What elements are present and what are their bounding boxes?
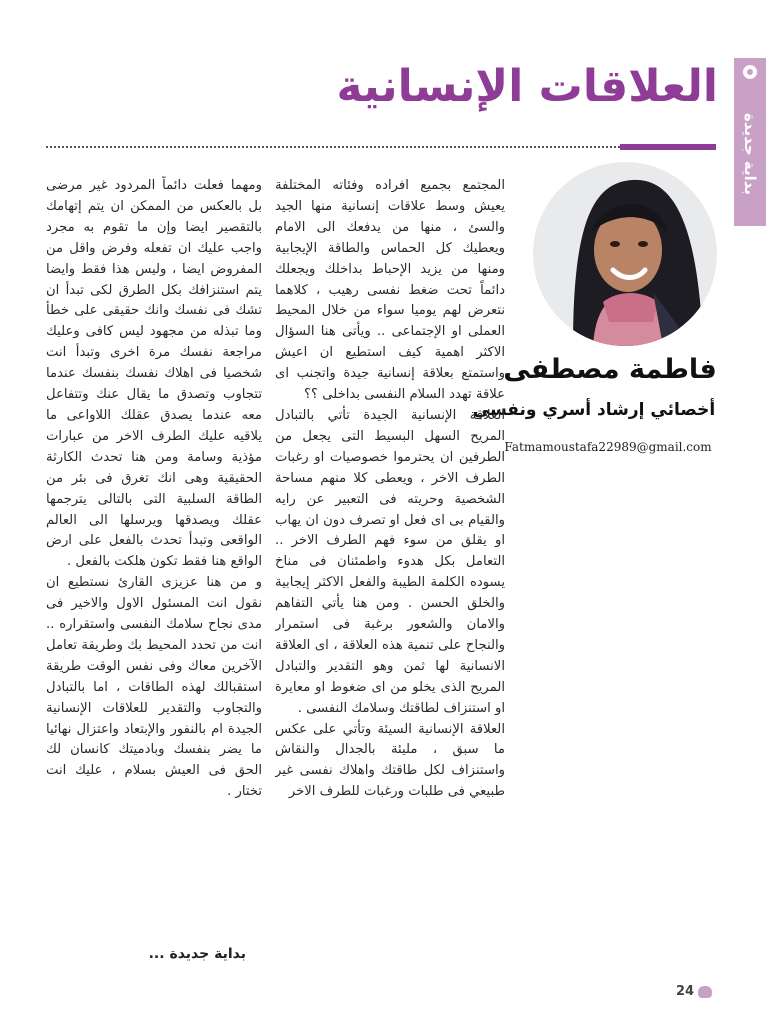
title-divider: [46, 146, 716, 148]
article-title: العلاقات الإنسانية: [336, 61, 718, 112]
paragraph: العلاقة الإنسانية السيئة وتأتي على عكس ما سبق ، مليئة بالجدال والنقاش واستنزاف لكل طاقتك واهلاك نفسى غير طبيعي فى طلبات ورغبات للطرف الاخر: [275, 721, 505, 800]
eye-icon: [698, 986, 712, 998]
author-photo: [533, 162, 717, 346]
title-accent-bar: [620, 144, 716, 150]
paragraph: ومهما فعلت دائماً المردود غير مرضى بل بالعكس من الممكن ان يتم إتهامك بالتقصير ايضا وإن ما تقوم به مجرد واجب عليك ان تفعله وفرض واقل من المفروض ايضا ، وليس هذا فقط وايضا يتم استنزافك بكل الطرق لكى تبدأ ان تشك فى نفسك وانك حقيقى على خطأ وما تبذله من مجهود ليس كافى وعليك مراجعة نفسك مرة اخرى وتبدأ انت شخصيا فى اهلاك نفسك بنفسك عندما تتجاوب وتصدق ما يقال عنك وتتفاعل معه عندما يصدق عقلك اللاواعى ما يلاقيه عليك الطرف الاخر من عبارات مؤذية وسامة ومن هنا تحدث الكارثة الحقيقية وهى انك تغرق فى بئر من الطاقة السلبية التى بالتالى يترجمها عقلك ويصدقها ويرسلها الى العالم الواقعى وتبدأ تحدث بالفعل على ارض الواقع هنا فقط تكون هلكت بالفعل .: [46, 178, 262, 570]
section-tab: [734, 58, 766, 226]
author-role: أخصائي إرشاد أسري ونفسي: [472, 400, 716, 420]
paragraph: و من هنا عزيزى القارئ نستطيع ان نقول انت المسئول الاول والاخير فى مدى نجاح سلامك النفسى واستقراره .. انت من تحدد المحيط بك وطريقة تعامل الآخرين معاك وفى نفس الوقت طريقة استقبالك لهذه الطاقات ، اما بالتبادل والتجاوب والتقدير للعلاقات الإنسانية الجيدة ام بالنفور والإبتعاد واعتزال نهائيا ما يضر بنفسك وبادميتك كانسان لك الحق فى العيش بسلام ، عليك انت تختار .: [46, 575, 262, 800]
paragraph: المجتمع بجميع افراده وفئاته المختلفة يعيش وسط علاقات إنسانية منها الجيد والسئ ، منها من يدفعك الى الامام ويعطيك كل الحماس والطاقة الإيجابية ومنها من يزيد الإحباط بداخلك ويجعلك دائماً تحت ضغط نفسى رهيب ، كلاهما نتعرض لهم يوميا سواء من خلال المحيط العملى او الإجتماعى .. ويأتى هنا السؤال الاكثر اهمية كيف استطيع ان اعيش واستمتع بعلاقة إنسانية جيدة واتجنب اى علاقة تهدد السلام النفسى بداخلى ؟؟: [275, 178, 505, 403]
article-signature: بداية جديدة ...: [148, 946, 246, 962]
article-column-middle: [275, 176, 505, 976]
article-column-left: [46, 176, 262, 936]
author-email[interactable]: Fatmamoustafa22989@gmail.com: [504, 440, 712, 454]
author-name: فاطمة مصطفى: [503, 354, 717, 385]
eye-icon: [743, 65, 757, 79]
section-label: بداية جديدة: [741, 112, 759, 196]
paragraph: العلاقة الإنسانية الجيدة تأتي بالتبادل المريح السهل البسيط التى يجعل من الطرفين ان يحترموا خصوصيات او رغبات الطرف الاخر ، ويعطى كلا منهم مساحة الشخصية وحريته فى التعبير عن رايه والقيام بى اى فعل او تصرف دون ان يهاب او يقلق من سوء فهم الطرف الاخر .. التعامل بكل هدوء واطمئنان فى مناخ يسوده الكلمة الطيبة والفعل الاكثر إيجابية والخلق الحسن . ومن هنا يأتي التفاهم والامان والشعور برغبة فى استمرار والنجاح على تنمية هذه العلاقة ، اى العلاقة الانسانية لها ثمن وهو التقدير والتبادل المريح الذى يخلو من اى ضغوط او معايرة او استنزاف لطاقتك وسلامك النفسى .: [275, 407, 505, 716]
page-number: 24: [676, 984, 695, 999]
